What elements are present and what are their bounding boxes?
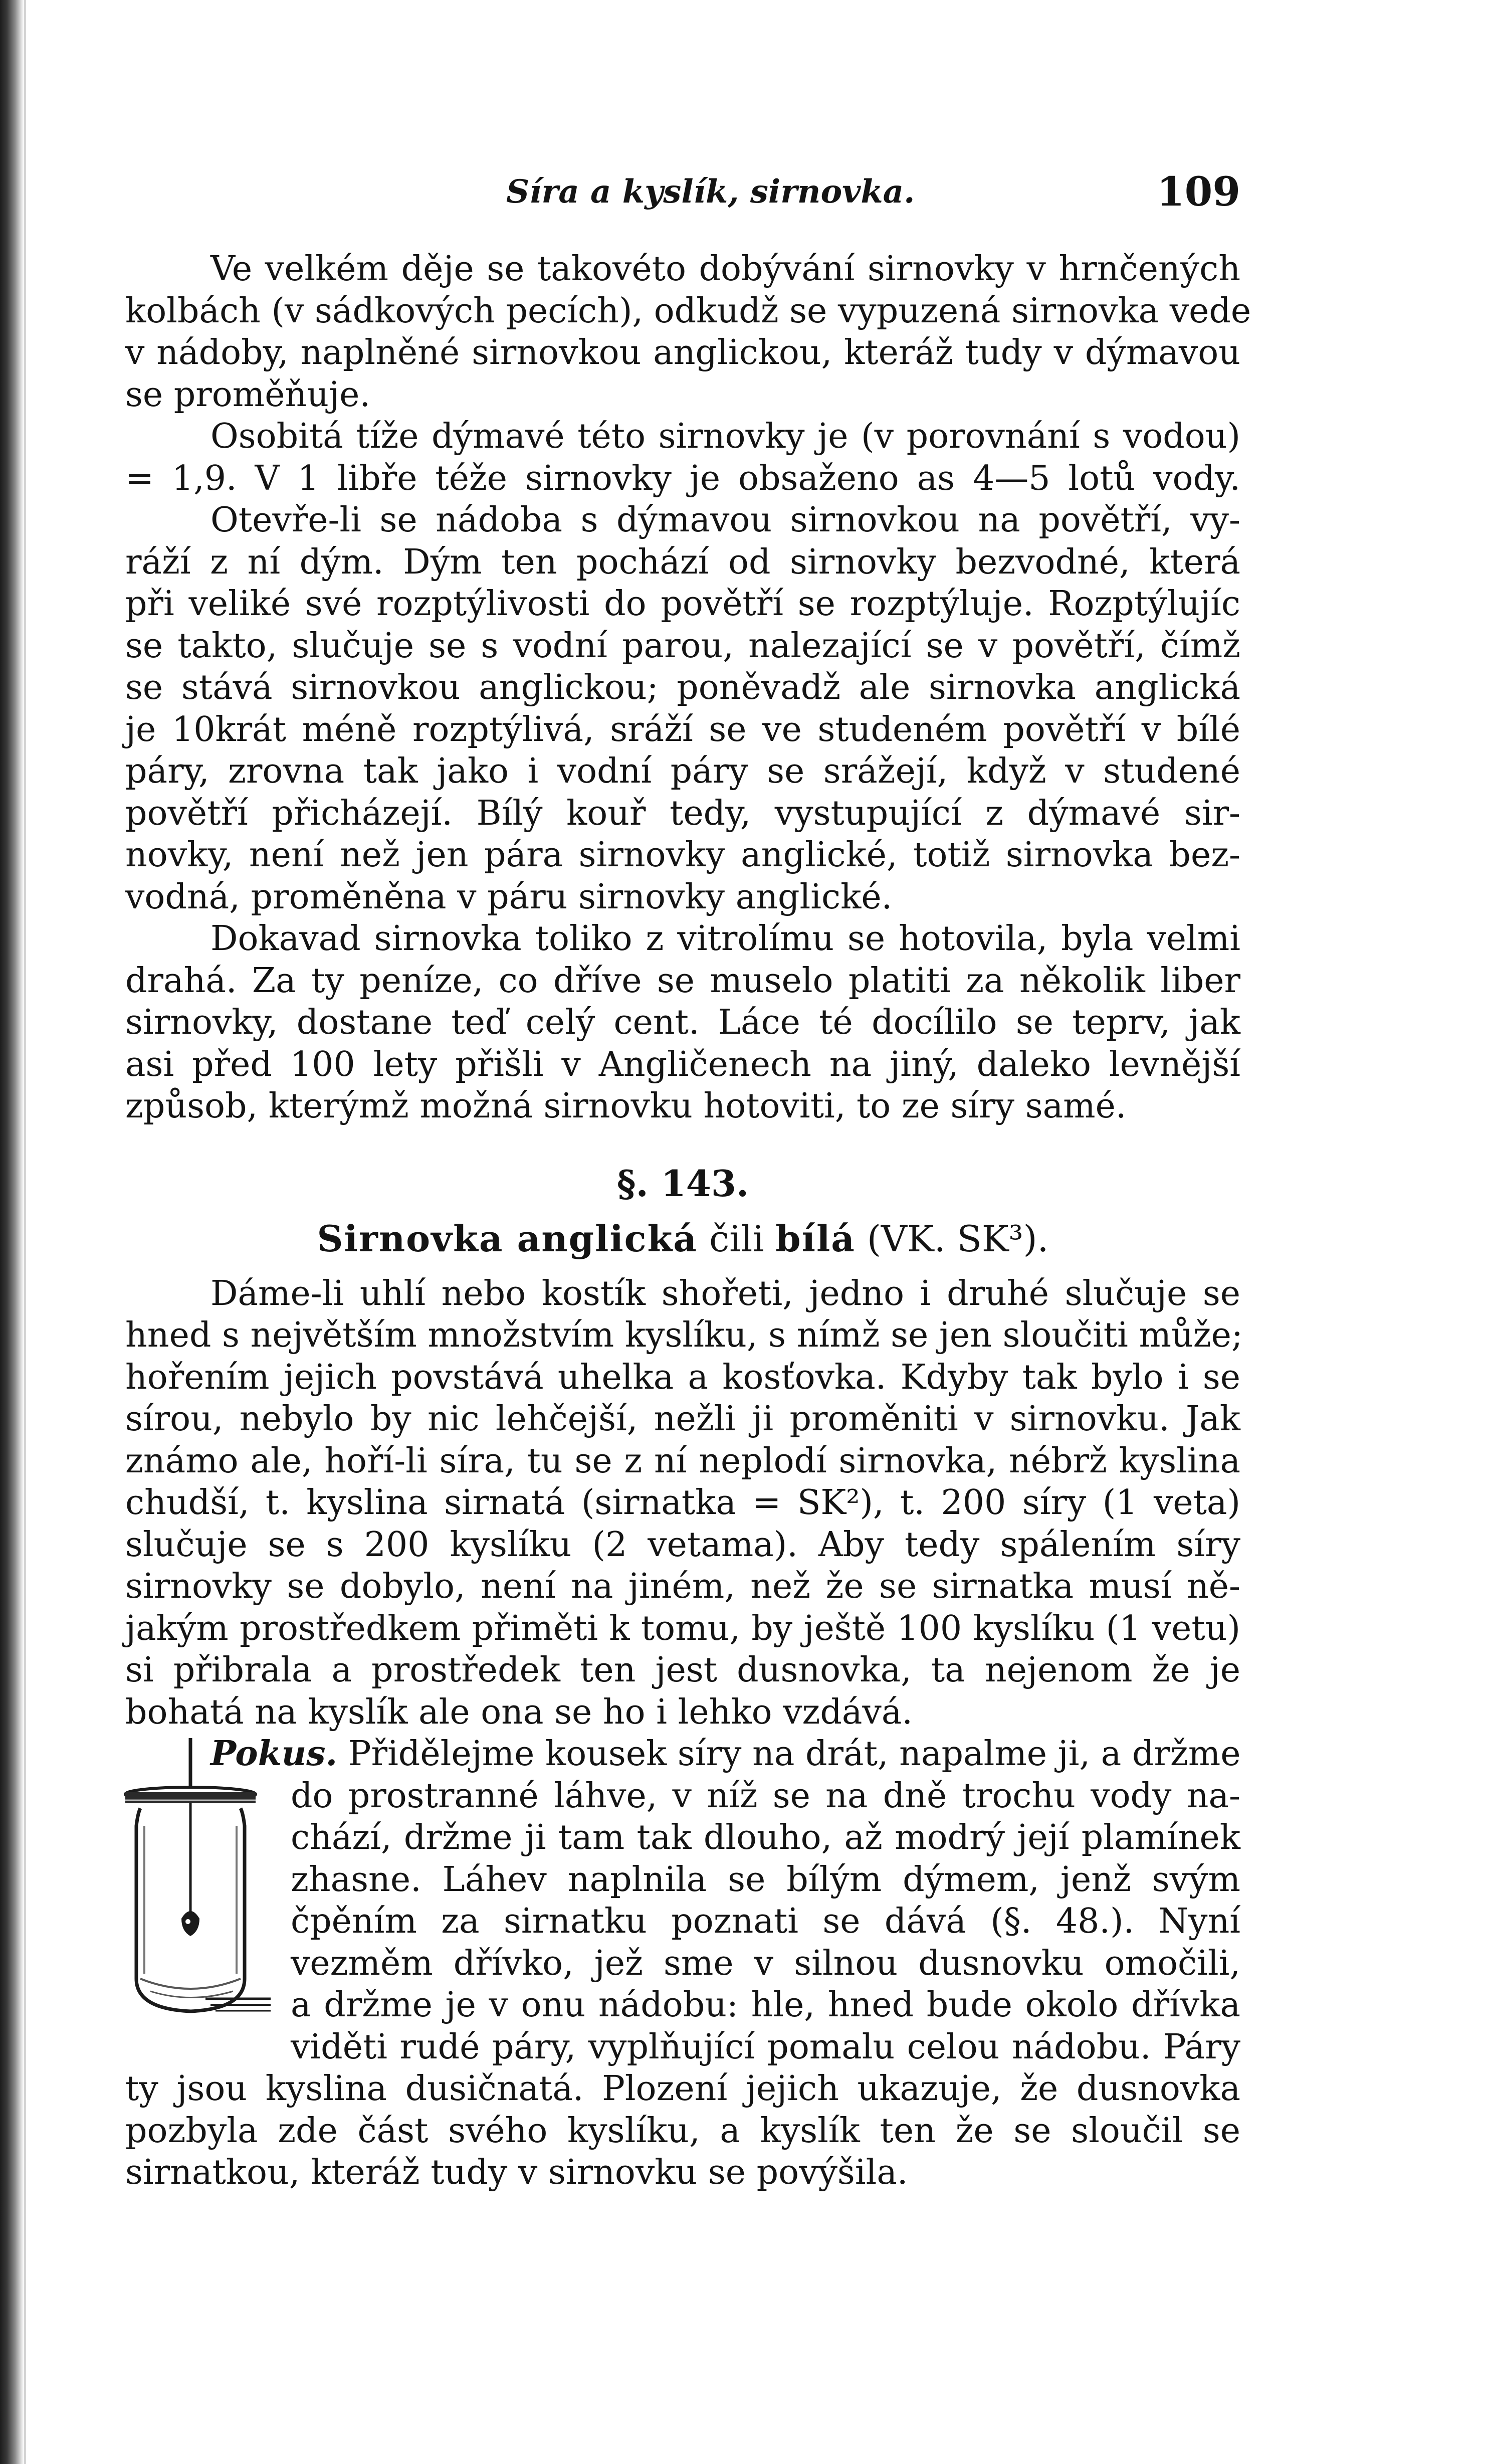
text-line: vezměm dřívko, jež sme v silnou dusnovku omočili, <box>291 1943 1240 1983</box>
experiment-first-line: Přidělejme kousek síry na drát, napalme ji, a držme <box>337 1734 1241 1774</box>
section-title-main: Sirnovka anglická <box>317 1217 698 1260</box>
text-line: vodná, proměněna v páru sirnovky anglické. <box>125 877 893 917</box>
text-line: Ve velkém děje se takovéto dobývání sirnovky v hrnčených <box>210 249 1240 289</box>
text-line: drahá. Za ty peníze, co dříve se muselo platiti za několik liber <box>125 961 1240 1001</box>
book-binding-edge <box>0 0 24 2464</box>
text-line: ráží z ní dým. Dým ten pochází od sirnovky bezvodné, která <box>125 542 1240 582</box>
text-line: se takto, slučuje se s vodní parou, nalezající se v povětří, čímž <box>125 626 1240 666</box>
text-line: asi před 100 lety přišli v Angličenech na jiný, daleko levnější <box>125 1044 1240 1084</box>
text-line: ty jsou kyslina dusičnatá. Plození jejich ukazuje, že dusnovka <box>125 2069 1240 2109</box>
text-line: chudší, t. kyslina sirnatá (sirnatka = SK²), t. 200 síry (1 veta) <box>125 1483 1240 1523</box>
text-line: novky, není než jen pára sirnovky anglické, totiž sirnovka bez- <box>125 835 1240 875</box>
text-line: čpěním za sirnatku poznati se dává (§. 48.). Nyní <box>291 1902 1240 1941</box>
text-line: způsob, kterýmž možná sirnovku hotoviti, to ze síry samé. <box>125 1086 1127 1126</box>
text-line: = 1,9. V 1 libře téže sirnovky je obsaženo as 4—5 lotů vody. <box>125 458 1240 498</box>
text-line: sirnatkou, kteráž tudy v sirnovku se povýšila. <box>125 2153 908 2192</box>
text-line: je 10krát méně rozptýlivá, sráží se ve studeném povětří v bílé <box>125 709 1240 749</box>
text-line: zhasne. Láhev naplnila se bílým dýmem, jenž svým <box>291 1859 1240 1900</box>
text-line: Dáme-li uhlí nebo kostík shořeti, jedno i druhé slučuje se <box>210 1273 1240 1313</box>
text-line: sírou, nebylo by nic lehčejší, nežli ji proměniti v sirnovku. Jak <box>125 1399 1240 1439</box>
section-title-alt: bílá <box>775 1217 856 1260</box>
text-line: Dokavad sirnovka toliko z vitrolímu se hotovila, byla velmi <box>210 919 1240 959</box>
text-line <box>125 1733 1240 1775</box>
text-line: Osobitá tíže dýmavé této sirnovky je (v porovnání s vodou) <box>210 417 1240 456</box>
text-line: si přibrala a prostředek ten jest dusnovka, ta nejenom že je <box>125 1650 1240 1690</box>
text-line: Otevře-li se nádoba s dýmavou sirnovkou na povětří, vy- <box>210 500 1240 540</box>
running-header <box>125 168 1240 218</box>
paragraph-1 <box>125 248 1251 416</box>
text-line: bohatá na kyslík ale ona se ho i lehko vzdává. <box>125 1692 913 1732</box>
text-line: chází, držme ji tam tak dlouho, až modrý její plamínek <box>291 1818 1240 1857</box>
jar-illustration <box>120 1738 276 2029</box>
text-line: při veliké své rozptýlivosti do povětří se rozptýluje. Rozptýlujíc <box>125 584 1240 624</box>
text-line: se stává sirnovkou anglickou; poněvadž ale sirnovka anglická <box>125 668 1240 707</box>
text-line: hned s největším množstvím kyslíku, s nímž se jen sloučiti může; <box>125 1315 1243 1355</box>
text-line: do prostranné láhve, v níž se na dně trochu vody na- <box>291 1776 1240 1816</box>
text-line: v nádoby, naplněné sirnovkou anglickou, kteráž tudy v dýmavou <box>125 333 1240 372</box>
text-line: známo ale, hoří-li síra, tu se z ní neplodí sirnovka, nébrž kyslina <box>125 1441 1240 1481</box>
paragraph-5 <box>125 1273 1243 1734</box>
body-text <box>125 248 1251 2194</box>
paragraph-2 <box>125 416 1240 499</box>
text-line: slučuje se s 200 kyslíku (2 vetama). Aby tedy spálením síry <box>125 1525 1240 1565</box>
running-title: Síra a kyslík, sirnovka. <box>506 173 915 211</box>
text-line: pozbyla zde část svého kyslíku, a kyslík ten že se sloučil se <box>125 2111 1240 2151</box>
section-number: §. 143. <box>616 1162 749 1205</box>
section-title-formula: (VK. SK³). <box>855 1217 1049 1260</box>
section-title <box>125 1218 1240 1273</box>
text-line: hořením jejich povstává uhelka a kosťovka. Kdyby tak bylo i se <box>125 1357 1240 1397</box>
text-line: viděti rudé páry, vyplňující pomalu celou nádobu. Páry <box>291 2027 1240 2067</box>
experiment-label: Pokus. <box>210 1734 338 1774</box>
text-line: se proměňuje. <box>125 374 370 415</box>
page-number: 109 <box>1157 168 1240 215</box>
text-line: páry, zrovna tak jako i vodní páry se srážejí, když v studené <box>125 751 1240 791</box>
experiment-paragraph <box>125 1733 1240 2194</box>
text-line: sirnovky, dostane teď celý cent. Láce té docílilo se teprv, jak <box>125 1003 1240 1042</box>
paragraph-3 <box>125 499 1240 918</box>
text-line: a držme je v onu nádobu: hle, hned bude okolo dřívka <box>291 1985 1240 2025</box>
paragraph-4 <box>125 918 1240 1127</box>
text-line: jakým prostředkem přiměti k tomu, by ještě 100 kyslíku (1 vetu) <box>125 1608 1240 1648</box>
page-gutter-line <box>24 0 26 2464</box>
section-title-connector: čili <box>698 1217 776 1260</box>
text-line: povětří přicházejí. Bílý kouř tedy, vystupující z dýmavé sir- <box>125 793 1240 833</box>
text-line: kolbách (v sádkových pecích), odkudž se vypuzená sirnovka vede <box>125 291 1251 331</box>
text-line: sirnovky se dobylo, není na jiném, než že se sirnatka musí ně- <box>125 1567 1240 1606</box>
